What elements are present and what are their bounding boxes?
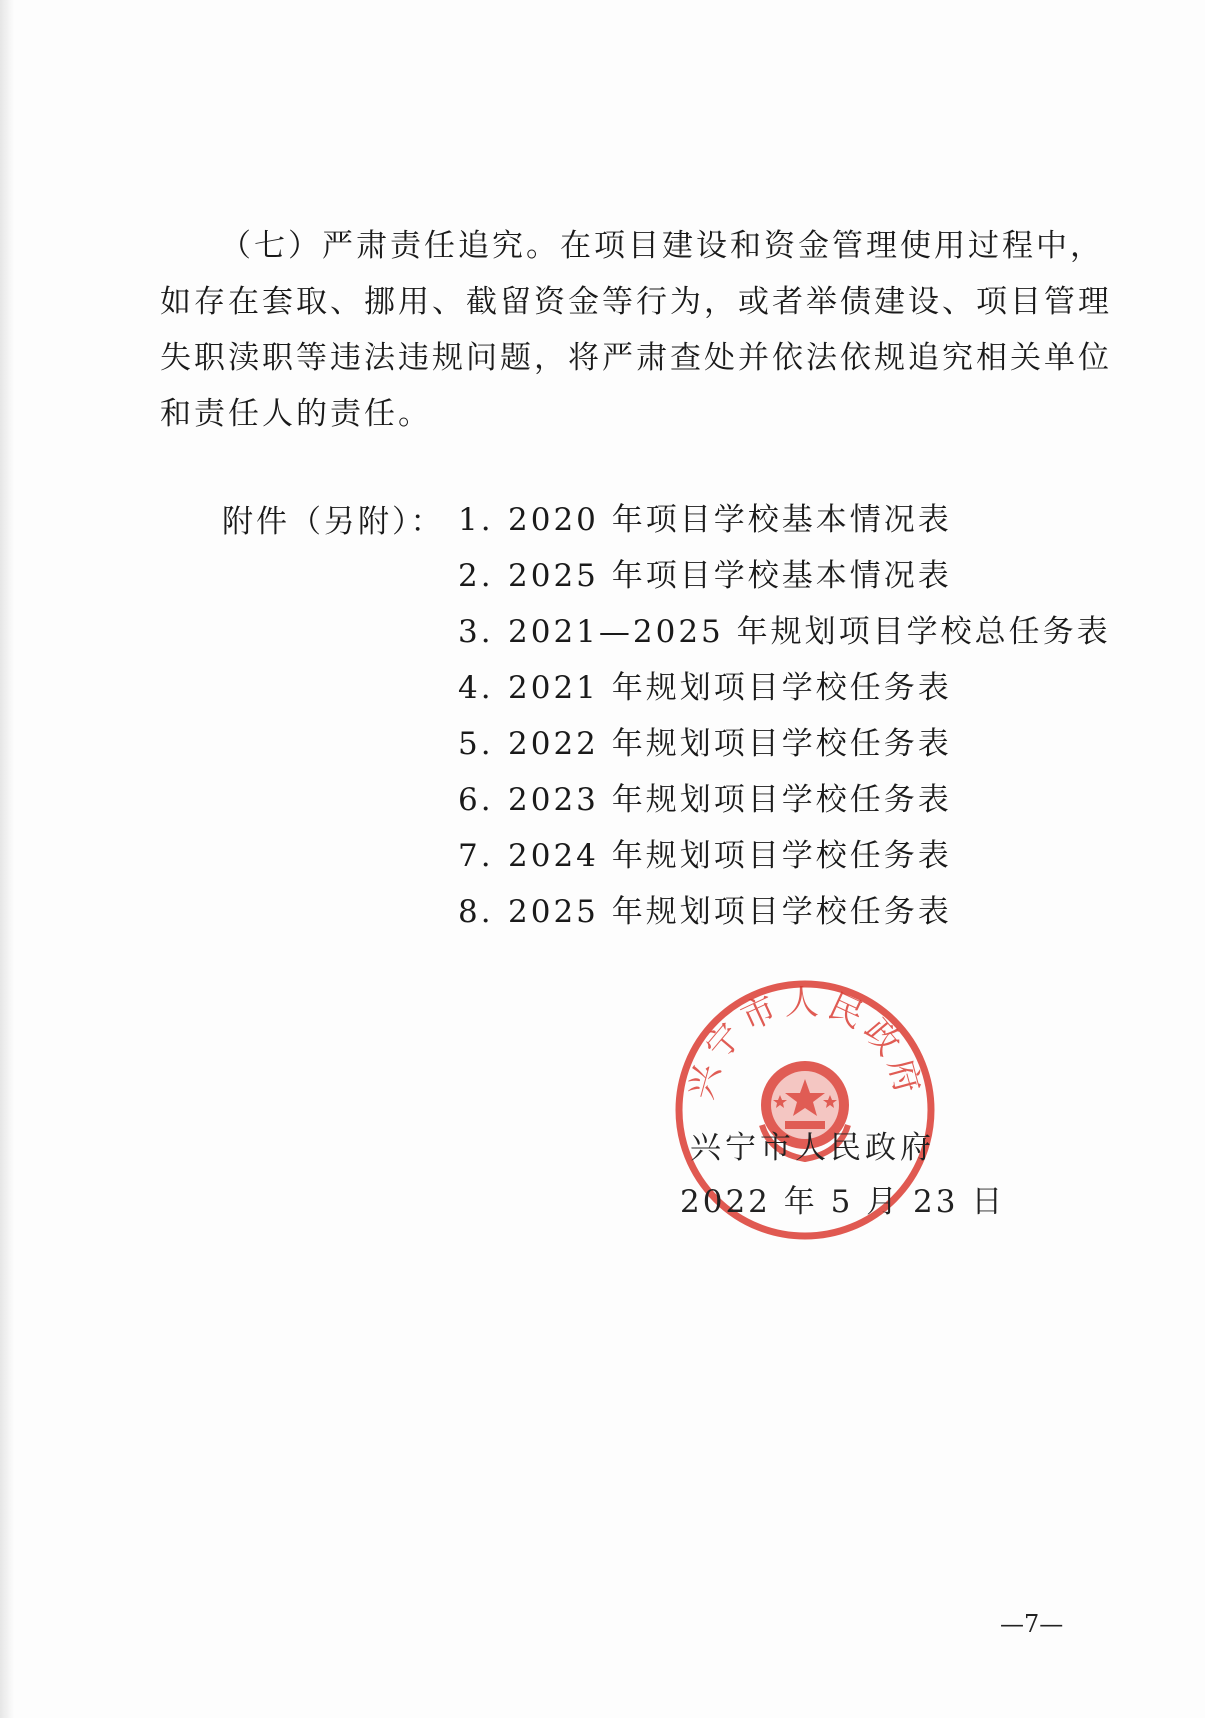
- attachments-list: [458, 492, 1111, 940]
- attachment-item: [458, 716, 1111, 772]
- attachment-title: 2025 年项目学校基本情况表: [508, 558, 952, 594]
- attachment-title: 2021—2025 年规划项目学校总任务表: [508, 614, 1111, 650]
- page-number: —7—: [1000, 1610, 1064, 1638]
- attachment-number: 1.: [458, 502, 494, 538]
- attachment-number: 5.: [458, 726, 494, 762]
- attachment-number: 3.: [458, 614, 494, 650]
- attachment-item: [458, 492, 1111, 548]
- scan-edge-shadow: [0, 0, 14, 1718]
- attachment-title: 2023 年规划项目学校任务表: [508, 782, 952, 818]
- issue-date: 2022 年 5 月 23 日: [680, 1184, 1006, 1220]
- attachment-number: 8.: [458, 894, 494, 930]
- attachment-title: 2020 年项目学校基本情况表: [508, 502, 952, 538]
- attachment-title: 2024 年规划项目学校任务表: [508, 838, 952, 874]
- attachment-item: [458, 772, 1111, 828]
- attachment-item: [458, 884, 1111, 940]
- attachment-title: 2025 年规划项目学校任务表: [508, 894, 952, 930]
- attachment-title: 2022 年规划项目学校任务表: [508, 726, 952, 762]
- attachment-number: 4.: [458, 670, 494, 706]
- paragraph-line: 失职渎职等违法违规问题，将严肃查处并依法依规追究相关单位: [160, 340, 1112, 376]
- attachment-number: 2.: [458, 558, 494, 594]
- attachment-item: [458, 660, 1111, 716]
- attachment-number: 7.: [458, 838, 494, 874]
- seal-arc-text: 兴宁市人民政府: [681, 982, 929, 1104]
- attachment-title: 2021 年规划项目学校任务表: [508, 670, 952, 706]
- attachment-number: 6.: [458, 782, 494, 818]
- paragraph-line: （七）严肃责任追究。在项目建设和资金管理使用过程中，: [220, 228, 1104, 264]
- body-paragraph: [160, 218, 1112, 442]
- attachment-item: [458, 604, 1111, 660]
- attachments-label: 附件（另附）：: [222, 504, 445, 540]
- issuing-organization: 兴宁市人民政府: [690, 1130, 935, 1166]
- attachment-item: [458, 548, 1111, 604]
- paragraph-line: 如存在套取、挪用、截留资金等行为，或者举债建设、项目管理: [160, 284, 1112, 320]
- attachment-item: [458, 828, 1111, 884]
- paragraph-line: 和责任人的责任。: [160, 396, 432, 432]
